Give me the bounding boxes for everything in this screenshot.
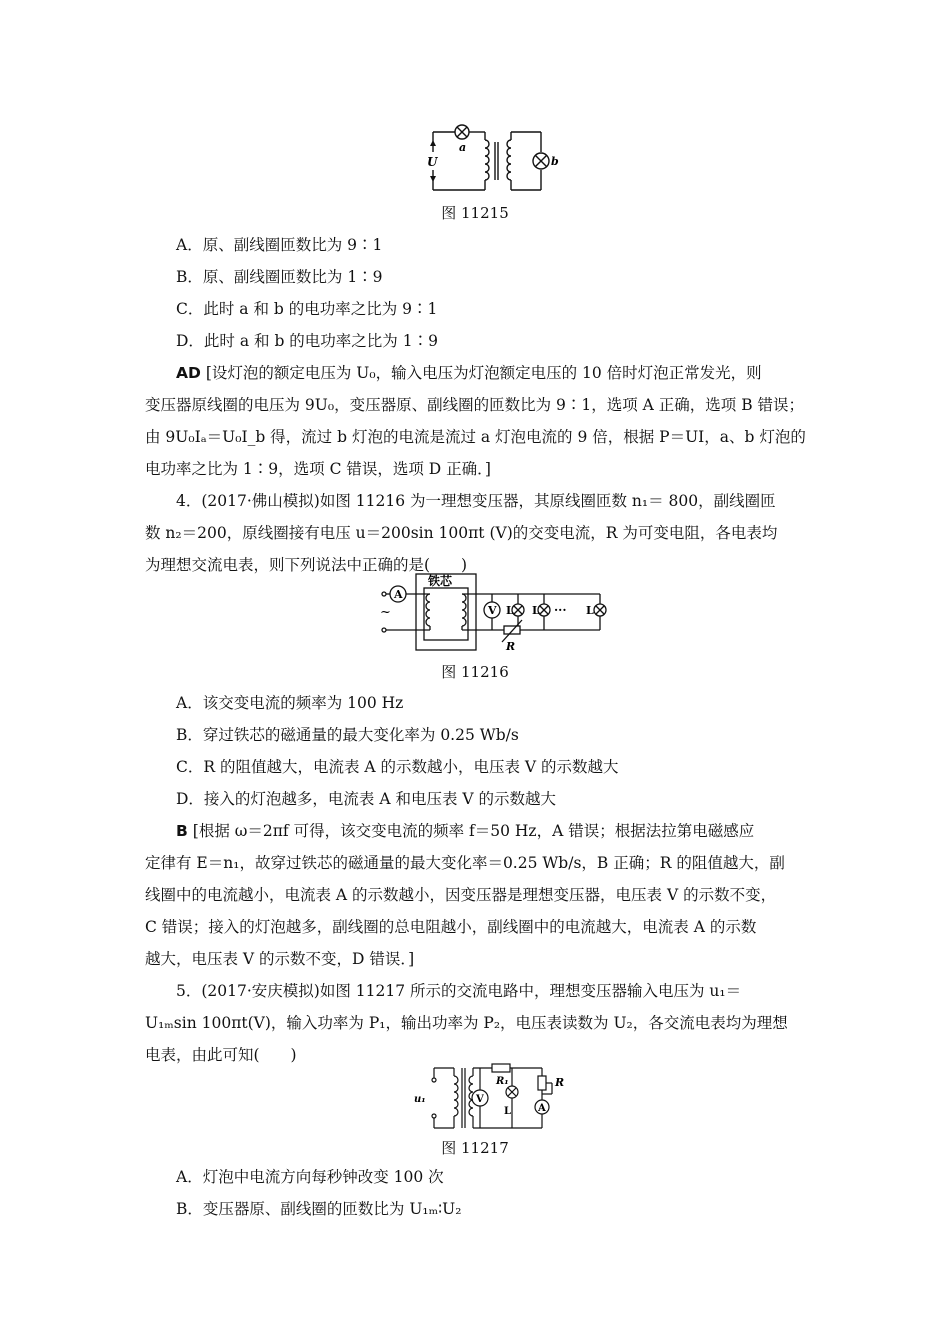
q5-stem-line-1: 5．(2017·安庆模拟)如图 11217 所示的交流电路中，理想变压器输入电压为 u₁＝ (176, 982, 742, 1000)
q3-option-c: C．此时 a 和 b 的电功率之比为 9∶1 (176, 300, 438, 318)
figure-11217-ac-circuit (400, 1062, 580, 1134)
q5-stem-line-2: U₁ₘsin 100πt(V)，输入功率为 P₁，输出功率为 P₂，电压表读数为 U₂，各交流电表均为理想 (145, 1014, 788, 1032)
q4-explanation-line-2: 定律有 E＝n₁，故穿过铁芯的磁通量的最大变化率＝0.25 Wb/s，B 正确；R 的阻值越大，副 (145, 854, 785, 872)
q4-explanation-line-4: C 错误；接入的灯泡越多，副线圈的总电阻越小，副线圈中的电流越大，电流表 A 的示数 (145, 918, 757, 936)
fig2-ac-symbol: ~ (380, 605, 391, 620)
fig1-label-a: a (459, 141, 467, 154)
figure-11215-caption: 图 11215 (441, 204, 509, 222)
q3-explanation-line-1: AD [设灯泡的额定电压为 U₀，输入电压为灯泡额定电压的 10 倍时灯泡正常发光，则 (176, 364, 762, 382)
figure-11217-caption: 图 11217 (441, 1139, 509, 1157)
fig2-ammeter-label: A (394, 588, 403, 601)
fig3-lamp-label: L (504, 1106, 512, 1117)
q4-explanation-line-3: 线圈中的电流越小，电流表 A 的示数越小，因变压器是理想变压器，电压表 V 的示数不变， (145, 886, 777, 904)
q4-explanation-line-1: B [根据 ω＝2πf 可得，该交变电流的频率 f＝50 Hz，A 错误；根据法拉第电磁感应 (176, 822, 755, 840)
q4-option-b: B．穿过铁芯的磁通量的最大变化率为 0.25 Wb/s (176, 726, 519, 744)
q3-answer-key: AD (176, 364, 201, 382)
q4-stem-line-2: 数 n₂＝200，原线圈接有电压 u＝200sin 100πt (V)的交变电流，R 为可变电阻，各电表均 (145, 524, 778, 542)
q5-stem-line-3: 电表，由此可知( ) (145, 1046, 297, 1064)
figure-11216-transformer-lamps-circuit (368, 570, 608, 656)
fig3-ammeter-label: A (538, 1103, 546, 1114)
q4-answer-key: B (176, 822, 188, 840)
fig3-r-label: R (555, 1076, 565, 1089)
fig2-lamp-label-2: L (532, 604, 540, 617)
fig2-resistor-label: R (506, 640, 516, 653)
fig2-lamp-label-1: L (506, 604, 514, 617)
q4-option-c: C．R 的阻值越大，电流表 A 的示数越小，电压表 V 的示数越大 (176, 758, 619, 776)
q4-stem-line-1: 4．(2017·佛山模拟)如图 11216 为一理想变压器，其原线圈匝数 n₁＝ 800，副线圈匝 (176, 492, 776, 510)
q3-explanation-line-3: 由 9U₀Iₐ＝U₀I_b 得，流过 b 灯泡的电流是流过 a 灯泡电流的 9 倍，根据 P＝UI，a、b 灯泡的 (145, 428, 806, 446)
figure-11216-caption: 图 11216 (441, 663, 509, 681)
q5-option-a: A．灯泡中电流方向每秒钟改变 100 次 (176, 1168, 444, 1186)
q4-option-d: D．接入的灯泡越多，电流表 A 和电压表 V 的示数越大 (176, 790, 557, 808)
q4-option-a: A．该交变电流的频率为 100 Hz (176, 694, 404, 712)
fig2-voltmeter-label: V (488, 604, 497, 617)
figure-11215-transformer-circuit (405, 118, 575, 200)
q3-option-a: A．原、副线圈匝数比为 9∶1 (176, 236, 383, 254)
q3-option-b: B．原、副线圈匝数比为 1∶9 (176, 268, 383, 286)
fig3-r1-label: R₁ (496, 1076, 509, 1087)
fig3-voltmeter-label: V (476, 1094, 484, 1105)
fig2-core-label: 铁芯 (428, 574, 453, 588)
fig3-input-label: u₁ (414, 1094, 426, 1105)
q3-explanation-line-2: 变压器原线圈的电压为 9U₀，变压器原、副线圈的匝数比为 9∶1，选项 A 正确，选项 B 错误； (145, 396, 805, 414)
q3-option-d: D．此时 a 和 b 的电功率之比为 1∶9 (176, 332, 438, 350)
q4-stem-line-3: 为理想交流电表，则下列说法中正确的是( ) (145, 556, 468, 574)
fig1-label-u: U (427, 155, 438, 169)
q3-explanation-line-4: 电功率之比为 1∶9，选项 C 错误，选项 D 正确．] (145, 460, 491, 478)
fig2-ellipsis: ··· (554, 603, 567, 617)
q4-explanation-line-5: 越大，电压表 V 的示数不变，D 错误．] (145, 950, 415, 968)
fig1-label-b: b (551, 155, 559, 168)
fig2-lamp-label-3: L (586, 604, 594, 617)
q5-option-b: B．变压器原、副线圈的匝数比为 U₁ₘ∶U₂ (176, 1200, 462, 1218)
